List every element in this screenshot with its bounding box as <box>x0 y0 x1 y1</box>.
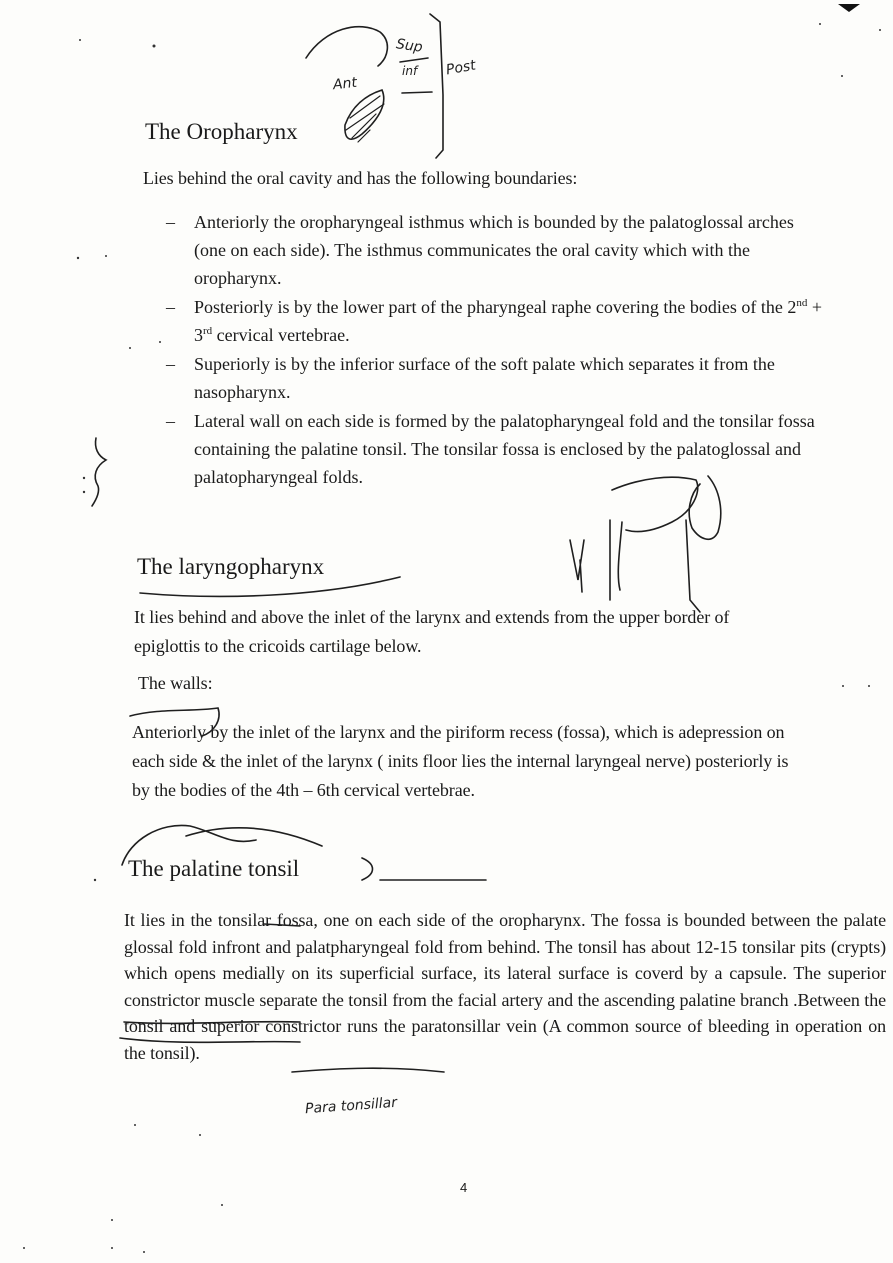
boundary-superior: – Superiorly is by the inferior surface of the soft palate which separates it from the nasopharynx. <box>166 350 826 406</box>
underline-paratonsillar-vein <box>292 1068 444 1072</box>
margin-scribble <box>92 438 106 506</box>
ordinal-third: 3 <box>194 325 203 345</box>
note-inf: inf <box>402 64 418 78</box>
heading-tail <box>362 858 486 880</box>
boundary-anterior: – Anteriorly the oropharyngeal isthmus which is bounded by the palatoglossal arches (one on each side). The isthmus communicates the oral cavity which with the oropharynx. <box>166 208 826 292</box>
larynx-sketch-inner <box>610 476 721 612</box>
note-paratonsillar: Para tonsillar <box>304 1094 398 1118</box>
heading-laryngopharynx: The laryngopharynx <box>137 554 325 579</box>
oropharynx-boundaries-list <box>166 208 826 492</box>
walls-lead: Anteriorly <box>132 722 206 742</box>
tonsil-hatching <box>346 96 384 142</box>
sketch-tick <box>400 58 428 62</box>
ordinal-second: 2 <box>787 297 797 317</box>
pharynx-sketch-line <box>430 14 443 158</box>
note-post: Post <box>444 57 477 79</box>
heading-palatine-tonsil: The palatine tonsil <box>128 856 300 881</box>
note-ant: Ant <box>332 74 358 94</box>
palate-sketch-arc <box>306 27 387 66</box>
oropharynx-intro: Lies behind the oral cavity and has the following boundaries: <box>143 168 578 188</box>
laryngopharynx-text: It lies behind and above the inlet of the larynx and extends from the upper border of epiglottis to the cricoids cartilage below. <box>134 607 730 656</box>
page-number: 4 <box>460 1180 468 1195</box>
walls-body: by the inlet of the larynx and the piriform recess (fossa), which is adepression on each side & the inlet of the larynx ( inits floor lies the internal laryngeal nerve) posteriorly is by the bodies of the 4th – 6th cervical vertebrae. <box>132 722 789 800</box>
sketch-tick <box>402 92 432 93</box>
tonsil-sketch <box>345 90 384 139</box>
ordinal-third-suffix: rd <box>203 325 213 337</box>
walls-label: The walls: <box>138 673 213 693</box>
boundary-lateral: – Lateral wall on each side is formed by the palatopharyngeal fold and the tonsilar fossa containing the palatine tonsil. The tonsilar fossa is enclosed by the palatoglossal and palatopharyngeal folds. <box>166 407 826 491</box>
walls-text <box>132 718 802 805</box>
boundary-posterior: – Posteriorly is by the lower part of the pharyngeal raphe covering the bodies of the 2nd + 3rd cervical vertebrae. <box>166 293 826 349</box>
heading-oropharynx: The Oropharynx <box>145 119 298 144</box>
scan-corner-mark <box>838 4 860 12</box>
note-sup: Sup <box>395 36 424 56</box>
palatine-tonsil-text: It lies in the tonsilar fossa, one on each side of the oropharynx. The fossa is bounded between the palate glossal fold infront and palatpharyngeal fold from behind. The tonsil has about 12-15 tonsilar pits (crypts) which opens medially on its superficial surface, its lateral surface is coverd by a capsule. The superior constrictor muscle separate the tonsil from the facial artery and the ascending palatine branch .Between the tonsil and superior constrictor runs the paratonsillar vein (A common source of bleeding in operation on the tonsil). <box>124 910 886 1063</box>
ordinal-second-suffix: nd <box>796 297 808 309</box>
larynx-sketch-detail <box>570 540 584 592</box>
